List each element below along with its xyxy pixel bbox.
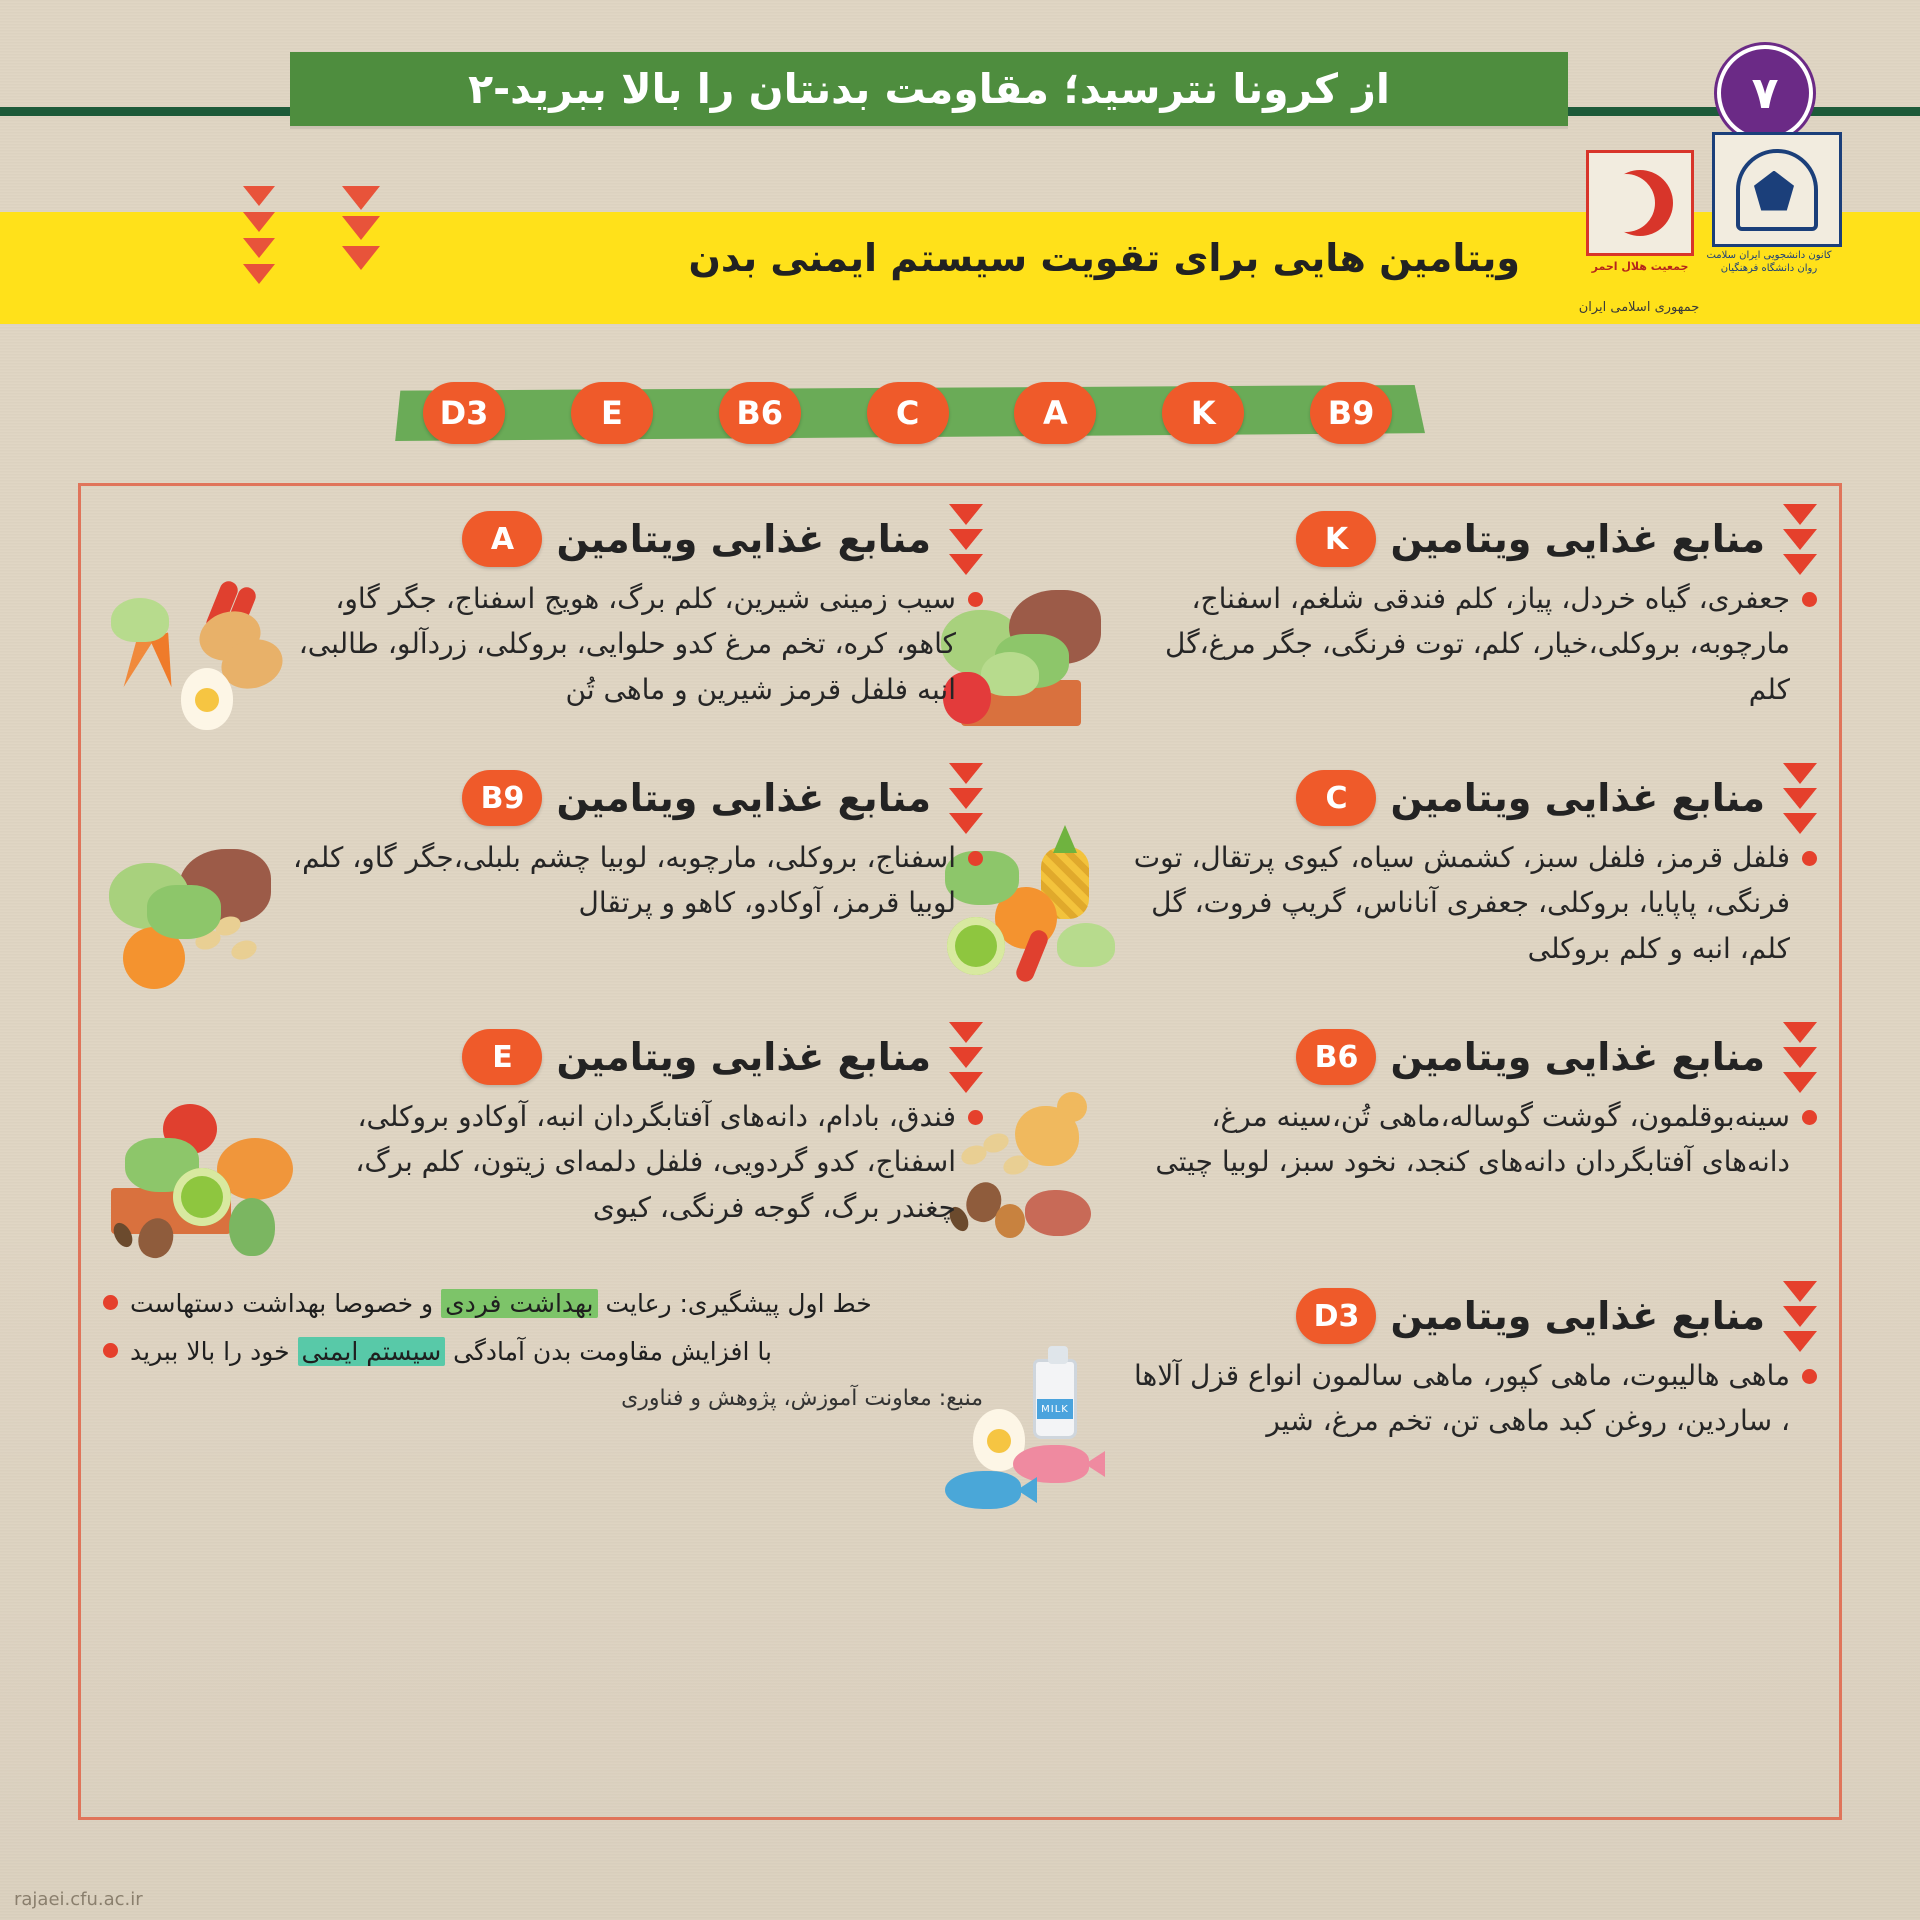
section-chevron-group (949, 1022, 983, 1093)
vitamin-section-c (937, 767, 1817, 1000)
note-text-after: خود را بالا ببرید (130, 1336, 298, 1366)
section-text-wrap (293, 835, 983, 926)
vitamin-badge-c: C (1296, 770, 1376, 826)
prevention-note (103, 1285, 983, 1323)
chevron-down-icon (1783, 788, 1817, 809)
page-title: از کرونا نترسید؛ مقاومت بدنتان را بالا ببرید-۲ (468, 64, 1390, 113)
section-text-wrap (1127, 576, 1817, 712)
prevention-note-text (130, 1333, 772, 1371)
vitamin-badge-d3: D3 (1296, 1288, 1376, 1344)
chevron-down-icon (1783, 1331, 1817, 1352)
section-body (103, 576, 983, 741)
chevron-down-icon (243, 186, 275, 206)
food-item-icon (1025, 1190, 1091, 1236)
vitamin-strip (390, 372, 1425, 454)
chevron-down-icon (342, 186, 380, 210)
university-logo (1712, 132, 1842, 247)
bullet-dot-icon (1802, 1369, 1817, 1384)
section-title: منابع غذایی ویتامین (556, 517, 931, 561)
vitamin-badge-a: A (462, 511, 542, 567)
section-food-list: فلفل قرمز، فلفل سبز، کشمش سیاه، کیوی پرتقال، توت فرنگی، پاپایا، بروکلی، جعفری آناناس، گریپ فروت، گل کلم، انبه و کلم بروکلی (1133, 841, 1790, 965)
section-food-list: جعفری، گیاه خردل، پیاز، کلم فندقی شلغم، اسفناج، مارچوبه، بروکلی،خیار، کلم، توت فرنگی، جگر مرغ،گل کلم (1165, 582, 1790, 706)
chevron-down-icon (949, 554, 983, 575)
food-item-icon (173, 1168, 231, 1226)
note-highlight: بهداشت فردی (441, 1289, 597, 1318)
prevention-note-text (130, 1285, 872, 1323)
vitamin-section-b9 (103, 767, 983, 1000)
section-food-list: فندق، بادام، دانه‌های آفتابگردان انبه، آوکادو بروکلی، اسفناج، کدو گردویی، فلفل دلمه‌ای زیتون، کلم برگ، چغندر برگ، گوجه فرنگی، کیوی (355, 1100, 956, 1224)
chevron-down-icon (949, 529, 983, 550)
bullet-dot-icon (968, 592, 983, 607)
chevron-down-icon (1783, 1306, 1817, 1327)
food-illustration-e-art (103, 1094, 293, 1259)
chevron-down-icon (949, 813, 983, 834)
left-column (103, 508, 983, 1411)
section-chevron-group (1783, 1022, 1817, 1093)
section-body (937, 1094, 1817, 1259)
chevron-down-icon (1783, 1072, 1817, 1093)
vitamin-section-k (937, 508, 1817, 741)
bullet-dot-icon (103, 1343, 118, 1358)
chevron-down-icon (1783, 504, 1817, 525)
section-header (937, 508, 1817, 570)
vitamin-section-a (103, 508, 983, 741)
chevron-down-icon (1783, 1047, 1817, 1068)
right-column (937, 508, 1817, 1544)
content-frame (78, 483, 1842, 1820)
section-title: منابع غذایی ویتامین (1390, 517, 1765, 561)
section-body (103, 835, 983, 1000)
food-item-icon: MILK (1037, 1399, 1073, 1419)
vitamin-chip-d3[interactable]: D3 (423, 382, 505, 444)
vitamin-badge-e: E (462, 1029, 542, 1085)
chevron-down-icon (949, 504, 983, 525)
bullet-dot-icon (103, 1295, 118, 1310)
section-chevron-group (1783, 763, 1817, 834)
bullet-dot-icon (968, 1110, 983, 1125)
footer-notes (103, 1285, 983, 1370)
chevron-down-icon (342, 246, 380, 270)
vitamin-chip-k[interactable]: K (1162, 382, 1244, 444)
prevention-note (103, 1333, 983, 1371)
section-food-list: سینه‌بوقلمون، گوشت گوساله،ماهی تُن،سینه مرغ، دانه‌های آفتابگردان دانه‌های کنجد، نخود سبز، لوبیا چیتی (1155, 1100, 1790, 1179)
chevron-down-icon (243, 264, 275, 284)
logo-group (1542, 132, 1842, 362)
red-crescent-caption: جمعیت هلال احمر (1591, 260, 1689, 273)
food-item-icon (995, 1204, 1025, 1238)
vitamin-badge-k: K (1296, 511, 1376, 567)
band-chevron-group-1 (342, 186, 380, 270)
title-banner (290, 52, 1568, 126)
food-item-icon (229, 1198, 275, 1256)
section-title: منابع غذایی ویتامین (1390, 776, 1765, 820)
note-text-before: خط اول پیشگیری: رعایت (597, 1289, 872, 1318)
vitamin-chip-a[interactable]: A (1014, 382, 1096, 444)
section-header (937, 1285, 1817, 1347)
section-header (103, 767, 983, 829)
section-header (103, 508, 983, 570)
section-chevron-group (949, 504, 983, 575)
chevron-down-icon (243, 212, 275, 232)
section-title: منابع غذایی ویتامین (556, 776, 931, 820)
section-chevron-group (1783, 1281, 1817, 1352)
section-food-list: ماهی هالیبوت، ماهی کپور، ماهی سالمون انواع قزل آلاها ، ساردین، روغن کبد ماهی تن، تخم مرغ، شیر (1134, 1359, 1790, 1438)
chevron-down-icon (949, 1022, 983, 1043)
chevron-down-icon (243, 238, 275, 258)
vitamin-section-b6 (937, 1026, 1817, 1259)
vitamin-badge-b6: B6 (1296, 1029, 1376, 1085)
section-text-wrap (1127, 835, 1817, 971)
chevron-down-icon (949, 1047, 983, 1068)
chevron-down-icon (1783, 763, 1817, 784)
chevron-down-icon (1783, 1281, 1817, 1302)
university-emblem-icon (1736, 149, 1818, 231)
section-header (937, 1026, 1817, 1088)
band-chevron-group-2 (243, 186, 275, 284)
food-item-icon (111, 598, 169, 642)
section-text-wrap (1127, 1353, 1817, 1444)
food-item-icon (147, 885, 221, 939)
chevron-down-icon (1783, 529, 1817, 550)
section-header (103, 1026, 983, 1088)
page-number: ۷ (1751, 67, 1779, 119)
section-title: منابع غذایی ویتامین (1390, 1294, 1765, 1338)
note-highlight: سیستم ایمنی (298, 1337, 446, 1366)
note-text-before: با افزایش مقاومت بدن آمادگی (445, 1336, 772, 1366)
section-header (937, 767, 1817, 829)
food-item-icon (181, 668, 233, 730)
section-title: منابع غذایی ویتامین (556, 1035, 931, 1079)
vitamin-chip-e[interactable]: E (571, 382, 653, 444)
section-body (937, 576, 1817, 741)
bullet-dot-icon (1802, 592, 1817, 607)
chevron-down-icon (342, 216, 380, 240)
section-food-list: سیب زمینی شیرین، کلم برگ، هویج اسفناج، جگر گاو، کاهو، کره، تخم مرغ کدو حلوایی، بروکلی، زردآلو، طالبی، انبه فلفل قرمز شیرین و ماهی تُن (298, 582, 956, 706)
vitamin-chip-b9[interactable]: B9 (1310, 382, 1392, 444)
section-text-wrap (1127, 1094, 1817, 1185)
section-food-list: اسفناج، بروکلی، مارچوبه، لوبیا چشم بلبلی،جگر گاو، کلم، لوبیا قرمز، آوکادو، کاهو و پرتقال (293, 841, 956, 920)
section-chevron-group (1783, 504, 1817, 575)
vitamin-badge-b9: B9 (462, 770, 542, 826)
section-title: منابع غذایی ویتامین (1390, 1035, 1765, 1079)
university-logo-caption: کانون دانشجویی ایران سلامت روان دانشگاه فرهنگیان (1706, 250, 1832, 274)
vitamin-chip-b6[interactable]: B6 (719, 382, 801, 444)
chevron-down-icon (1783, 554, 1817, 575)
section-body (937, 1353, 1817, 1518)
page-number-badge (1717, 45, 1813, 141)
food-illustration-a-art (103, 576, 293, 741)
source-line: منبع: معاونت آموزش، پژوهش و فناوری (621, 1386, 983, 1411)
section-text-wrap (293, 1094, 983, 1230)
food-illustration-b9-art (103, 835, 293, 1000)
bullet-dot-icon (968, 851, 983, 866)
vitamin-section-e (103, 1026, 983, 1259)
crescent-icon (1607, 170, 1673, 236)
country-caption: جمهوری اسلامی ایران (1578, 300, 1700, 315)
chevron-down-icon (1783, 813, 1817, 834)
subtitle-text: ویتامین هایی برای تقویت سیستم ایمنی بدن (688, 236, 1520, 280)
bullet-dot-icon (1802, 851, 1817, 866)
chevron-down-icon (949, 1072, 983, 1093)
vitamin-section-d3 (937, 1285, 1817, 1518)
chevron-down-icon (949, 788, 983, 809)
food-item-icon (229, 937, 260, 963)
site-watermark: rajaei.cfu.ac.ir (14, 1889, 143, 1910)
bullet-dot-icon (1802, 1110, 1817, 1125)
food-item-icon (945, 1471, 1021, 1509)
chevron-down-icon (1783, 1022, 1817, 1043)
note-text-after: و خصوصا بهداشت دستهاست (130, 1289, 442, 1318)
section-text-wrap (293, 576, 983, 712)
section-body (937, 835, 1817, 1000)
section-chevron-group (949, 763, 983, 834)
chevron-down-icon (949, 763, 983, 784)
food-item-icon (1057, 923, 1115, 967)
red-crescent-logo (1586, 150, 1694, 256)
vitamin-chip-c[interactable]: C (867, 382, 949, 444)
section-body (103, 1094, 983, 1259)
